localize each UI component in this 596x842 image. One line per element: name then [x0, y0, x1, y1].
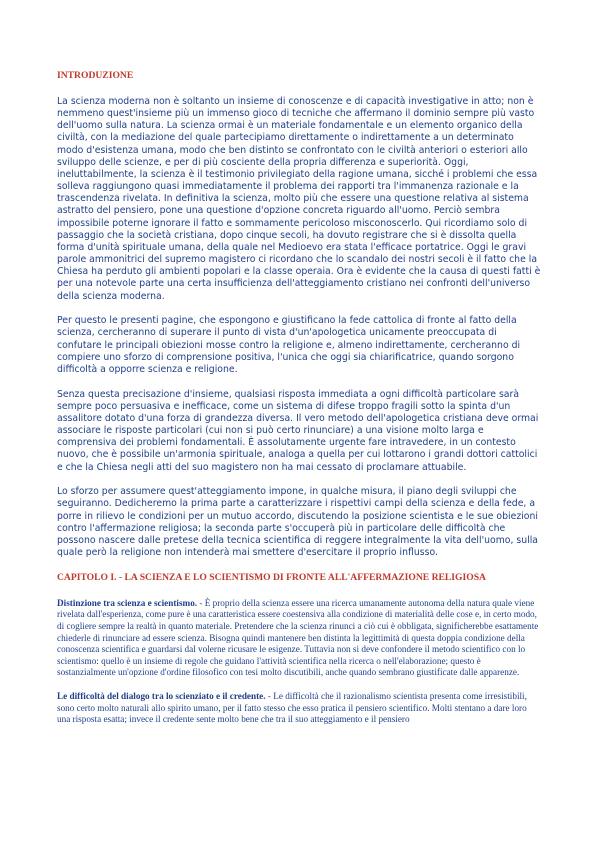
section-2-lead: Le difficoltà del dialogo tra lo scienziato e il credente.	[57, 691, 266, 701]
section-1-lead: Distinzione tra scienza e scientismo.	[57, 597, 198, 608]
chapter-section-1	[57, 598, 541, 679]
intro-paragraph-2: Per questo le presenti pagine, che espongono e giustificano la fede cattolica di fronte al fatto della scienza, cercheranno di superare il punto di vista d'un'apologetica unicamente preoccupata di confutare le principali obiezioni mosse contro la religione e, almeno indirettamente, cercheranno di compiere uno sforzo di comprensione positiva, l'unica che oggi sia chiarificatrice, quando sorgono difficoltà a opporre scienza e religione.	[57, 315, 521, 375]
chapter-section-2	[57, 691, 541, 726]
intro-heading: INTRODUZIONE	[57, 70, 134, 81]
chapter-heading: CAPITOLO I. - LA SCIENZA E LO SCIENTISMO DI FRONTE ALL'AFFERMAZIONE RELIGIOSA	[57, 571, 486, 583]
intro-paragraph-4: Lo sforzo per assumere quest'atteggiamento impone, in qualche misura, il piano degli sviluppi che seguiranno. Dedicheremo la prima parte a caratterizzare i rispettivi campi della scienza e della fede, a porre in rilievo le condizioni per un mutuo accordo, discutendo la posizione scientista e le sue obiezioni contro l'affermazione religiosa; la seconda parte s'occuperà più in particolare delle difficoltà che possono nascere dalle pretese della tecnica scientifica di reggere integralmente la vita dell'uomo, sulla quale però la religione non intenderà mai smettere d'esercitare il proprio influsso.	[57, 486, 538, 559]
intro-paragraph-1: La scienza moderna non è soltanto un insieme di conoscenze e di capacità investigative in atto; non è nemmeno quest'insieme più un immenso gioco di tecniche che affermano il dominio sempre più vasto dell'uomo sulla natura. La scienza ormai è un materiale fondamentale e un elemento organico della civiltà, con la mediazione del quale partecipiamo direttamente o indirettamente a un determinato modo d'esistenza umana, modo che ben distinto se confrontato con le civiltà anteriori o esteriori allo sviluppo delle scienze, e per di più cosciente della propria differenza e superiorità. Oggi, ineluttabilmente, la scienza è il testimonio privilegiato della ragione umana, sicché i problemi che essa solleva raggiungono quasi immediatamente il problema dei rapporti tra l'immanenza razionale e la trascendenza rivelata. In definitiva la scienza, molto più che essere una questione relativa al sistema astratto del pensiero, pone una questione d'opzione concreta riguardo all'uomo. Perciò sembra impossibile poterne ignorare il fatto e sommamente pericoloso misconoscerlo. Qui ricordiamo solo di passaggio che la società cristiana, dopo cinque secoli, ha dovuto registrare che si è dissolta quella forma d'unità spirituale umana, della quale nel Medioevo era stata l'efficace portatrice. Oggi le gravi parole ammonitrici del supremo magistero ci ricordano che lo scandalo dei nostri secoli è il fatto che la Chiesa ha perduto gli ambienti popolari e la classe operaia. Ora è evidente che la causa di questi fatti è per una notevole parte una certa insufficienza dell'atteggiamento cristiano nei confronti dell'universo della scienza moderna.	[57, 96, 541, 302]
section-1-text: - È proprio della scienza essere una ricerca umanamente autonoma della natura quale viene rivelata dall'esperienza, come pure è una caratteristica essere coestensiva alla condizione di materialità delle cose e, in certo modo, di cogliere sempre la realtà in quanto materiale. Pretendere che la scienza rinunci a ciò cui è obbligata, significherebbe esattamente chiederle di rinunciare ad essere scienza. Bisogna quindi mantenere ben distinta la legittimità di questa doppia condizione della conoscenza scientifica e guardarsi dal volerne ricusare le esigenze. Tuttavia non si deve confondere il metodo scientifico con lo scientismo: quello è un insieme di regole che guidano l'attività scientifica nella ricerca o nell'elaborazione; questo è sostanzialmente un'opzione d'ordine filosofico con tesi molto discutibili, anche quando sembrano giustificate dalle apparenze.	[57, 597, 539, 678]
intro-paragraph-3: Senza questa precisazione d'insieme, qualsiasi risposta immediata a ogni difficoltà particolare sarà sempre poco persuasiva e inefficace, come un sistema di difese troppo fragili sotto la spinta d'un assalitore dotato d'una forza di grandezza diversa. Il vero metodo dell'apologetica cristiana deve ormai associare le risposte particolari (cui non si può certo rinunciare) a una visione molto larga e comprensiva dei problemi fondamentali. È assolutamente urgente fare intravedere, in un contesto nuovo, che è possibile un'armonia spirituale, analoga a quella per cui lottarono i grandi dottori cattolici e che la Chiesa negli atti del suo magistero non ha mai cessato di proclamare attuabile.	[57, 388, 539, 473]
section-2-text: - Le difficoltà che il razionalismo scientista presenta come irresistibili, sono certo molto naturali allo spirito umano, per il fatto stesso che esso pratica il pensiero scientifico. Molti stentano a dare loro una risposta esatta; invece il credente sente molto bene che tra il suo atteggiamento e il pensiero	[57, 691, 527, 725]
document-page	[57, 70, 541, 738]
